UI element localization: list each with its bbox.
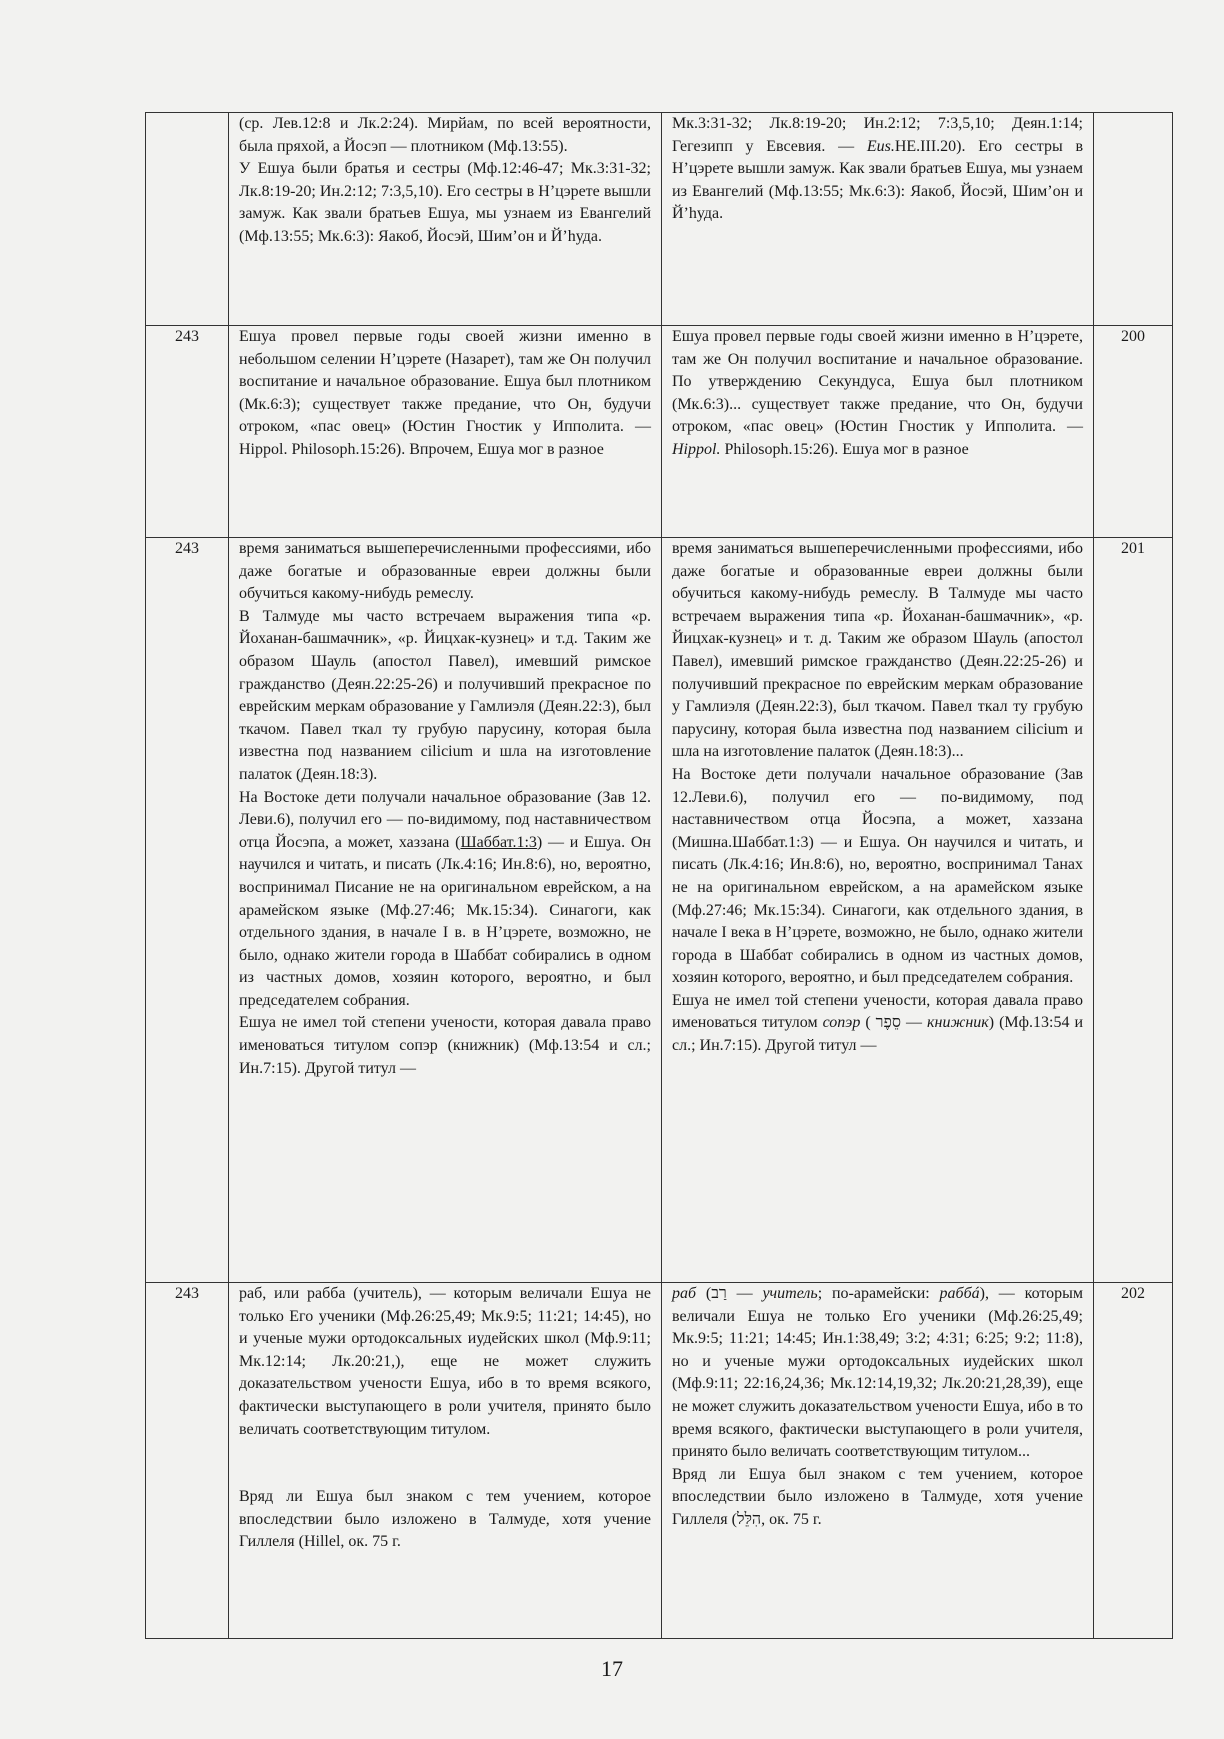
table-row [146, 1283, 1173, 1639]
text-span: ) (Мф.13:54 и сл.; Ин.7:15). Другой титул — [672, 1014, 1084, 1055]
italic-span: раб [672, 1285, 697, 1302]
text-span: HE.III.20). Его сестры в Н’цэрете вышли замуж. Как звали братьев Ешуа, мы узнаем из Евангелий (Мф.13:55; Мк.6:3): Яакоб, Йосэй, Шим’он и Й’hуда. [672, 137, 1083, 223]
italic-span: сопэр [822, 1014, 861, 1032]
paragraph [672, 990, 1083, 1058]
comparison-table [145, 112, 1173, 1639]
paragraph: У Ешуа были братья и сестры (Мф.12:46-47; Мк.3:31-32; Лк.8:19-20; Ин.2:12; 7:3,5,10). Его сестры в Н’цэрете вышли замуж. Как звали братьев Ешуа, мы узнаем из Евангелий (Мф.13:55; Мк.6:3): Яакоб, Йосэй, Шим’он и Й’hуда. [239, 160, 651, 245]
paragraph: Ешуа не имел той степени учености, которая давала право именоваться титулом сопэр (книжник) (Мф.13:54 и сл.; Ин.7:15). Другой титул — [239, 1014, 651, 1077]
left-page-number: 243 [146, 326, 229, 538]
left-text [229, 538, 662, 1283]
italic-span: раббá [939, 1285, 980, 1302]
text-span: Ешуа провел первые годы своей жизни именно в Н’цэрете, там же Он получил воспитание и начальное образование. По утверждению Секундуса, Ешуа был плотником (Мк.6:3)... существует также предание, что Он, будучи отроком, «пас овец» (Юстин Гностик у Ипполита. — [672, 328, 1083, 436]
paragraph: Ешуа провел первые годы своей жизни именно в небольшом селении Н’цэрете (Назарет), там же Он получил воспитание и начальное образование. Ешуа был плотником (Мк.6:3); существует также предание, что Он, будучи отроком, «пас овец» (Юстин Гностик у Ипполита. — Hippol. Philosoph.15:26). Впрочем, Ешуа мог в разное [239, 328, 651, 458]
right-text [662, 326, 1094, 538]
paragraph: Вряд ли Ешуа был знаком с тем учением, которое впоследствии было изложено в Талмуде, хотя учение Гиллеля (Hillel, ок. 75 г. [239, 1488, 651, 1551]
underlined-reference: Шаббат.1:3 [460, 833, 537, 851]
text-span: Philosoph.15:26). Ешуа мог в разное [720, 440, 969, 458]
paragraph: время заниматься вышеперечисленными профессиями, ибо даже богатые и образованные евреи должны были обучиться какому-нибудь ремеслу. В Талмуде мы часто встречаем выражения типа «р. Йоханан-башмачник», «р. Йицхак-кузнец» и т. д. Таким же образом Шауль (апостол Павел), имевший римское гражданство (Деян.22:25-26) и получивший прекрасное по еврейским меркам образование у Гамлиэля (Деян.22:3), был ткачом. Павел ткал ту грубую парусину, которая была известна под названием cilicium и шла на изготовление палаток (Деян.18:3)... [672, 540, 1083, 761]
text-span: Мк.3:31-32; Лк.8:19-20; Ин.2:12; 7:3,5,10; Деян.1:14; Гегезипп у Евсевия. — [672, 115, 1083, 155]
table-row [146, 538, 1173, 1283]
paragraph [239, 787, 651, 1013]
table-row [146, 113, 1173, 326]
left-text [229, 326, 662, 538]
left-text [229, 113, 662, 326]
text-span: (רַב — [696, 1285, 763, 1302]
table-row [146, 326, 1173, 538]
right-text [662, 538, 1094, 1283]
italic-span: книжник [927, 1014, 989, 1032]
left-text [229, 1283, 662, 1639]
text-span: На Востоке дети получали начальное образование (Зав 12. Леви.6), получил его — по-видимому, под наставничеством отца Йосэпа, а может, хаззана ( [239, 788, 651, 851]
paragraph [672, 1283, 1083, 1464]
italic-span: учитель [762, 1285, 818, 1302]
italic-span: Hippol. [672, 440, 721, 458]
left-page-number: 243 [146, 538, 229, 1283]
right-text [662, 1283, 1094, 1639]
text-span: ( סֵפֶר — [860, 1014, 928, 1032]
left-page-number [146, 113, 229, 326]
paragraph [672, 113, 1083, 226]
paragraph: раб, или рабба (учитель), — которым величали Ешуа не только Его ученики (Мф.26:25,49; Мк.9:5; 11:21; 14:45), но и ученые мужи ортодоксальных иудейских школ (Мф.9:11; Мк.12:14; Лк.20:21,), еще не может служить доказательством учености Ешуа, ибо в то время всякого, фактически выступающего в роли учителя, принято было величать соответствующим титулом. [239, 1285, 651, 1438]
text-span: ), — которым величали Ешуа не только Его ученики (Мф.26:25,49; Мк.9:5; 11:21; 14:45; Ин.1:38,49; 3:2; 4:31; 6:25; 9:2; 11:8), но и ученые мужи ортодоксальных иудейских школ (Мф.9:11; 22:16,24,36; Мк.12:14,19,32; Лк.20:21,28,39), еще не может служить доказательством учености Ешуа, ибо в то время всякого, фактически выступающего в роли учителя, принято было величать соответствующим титулом... [672, 1285, 1084, 1461]
paragraph [672, 326, 1083, 462]
page-number: 17 [601, 1656, 623, 1681]
paragraph: На Востоке дети получали начальное образование (Зав 12.Леви.6), получил его — по-видимому, под наставничеством отца Йосэпа, а может, хаззана (Мишна.Шаббат.1:3) — и Ешуа. Он научился и читать, и писать (Лк.4:16; Ин.8:6), но, вероятно, воспринимал Танах не на оригинальном еврейском, а на арамейском языке (Мф.27:46; Мк.15:34). Синагоги, как отдельного здания, в начале I века в Н’цэрете, возможно, не было, однако жители города в Шаббат собирались в одном из частных домов, хозяин которого, вероятно, и был председателем собрания. [672, 765, 1083, 987]
right-page-number: 201 [1094, 538, 1173, 1283]
paragraph: время заниматься вышеперечисленными профессиями, ибо даже богатые и образованные евреи должны были обучиться какому-нибудь ремеслу. [239, 540, 651, 603]
italic-span: Eus. [866, 137, 895, 155]
text-span: ) — и Ешуа. Он научился и читать, и писать (Лк.4:16; Ин.8:6), но, вероятно, воспринимал Писание не на оригинальном еврейском, а на арамейском языке (Мф.27:46; Мк.15:34). Синагоги, как отдельного здания, в начале I в. в Н’цэрете, возможно, не было, однако жители города в Шаббат собирались в одном из частных домов, хозяин которого, вероятно, и был председателем собрания. [239, 833, 651, 1009]
paragraph: Вряд ли Ешуа был знаком с тем учением, которое впоследствии было изложено в Талмуде, хотя учение Гиллеля (הִלֵּל, ок. 75 г. [672, 1465, 1083, 1528]
left-page-number: 243 [146, 1283, 229, 1639]
paragraph: (ср. Лев.12:8 и Лк.2:24). Мирйам, по всей вероятности, была пряхой, а Йосэп — плотником (Мф.13:55). [239, 115, 651, 155]
right-page-number [1094, 113, 1173, 326]
text-span: ; по-арамейски: [817, 1285, 940, 1302]
right-page-number: 202 [1094, 1283, 1173, 1639]
paragraph: В Талмуде мы часто встречаем выражения типа «р. Йоханан-башмачник», «р. Йицхак-кузнец» и т.д. Таким же образом Шауль (апостол Павел), имевший римское гражданство (Деян.22:25-26) и получивший прекрасное по еврейским меркам образование у Гамлиэля (Деян.22:3), был ткачом. Павел ткал ту грубую парусину, которая была известна под названием cilicium и шла на изготовление палаток (Деян.18:3). [239, 607, 651, 783]
right-text [662, 113, 1094, 326]
comparison-table-wrapper [145, 112, 1172, 1639]
right-page-number: 200 [1094, 326, 1173, 538]
text-span: Ешуа не имел той степени учености, которая давала право именоваться титулом [672, 991, 1083, 1032]
